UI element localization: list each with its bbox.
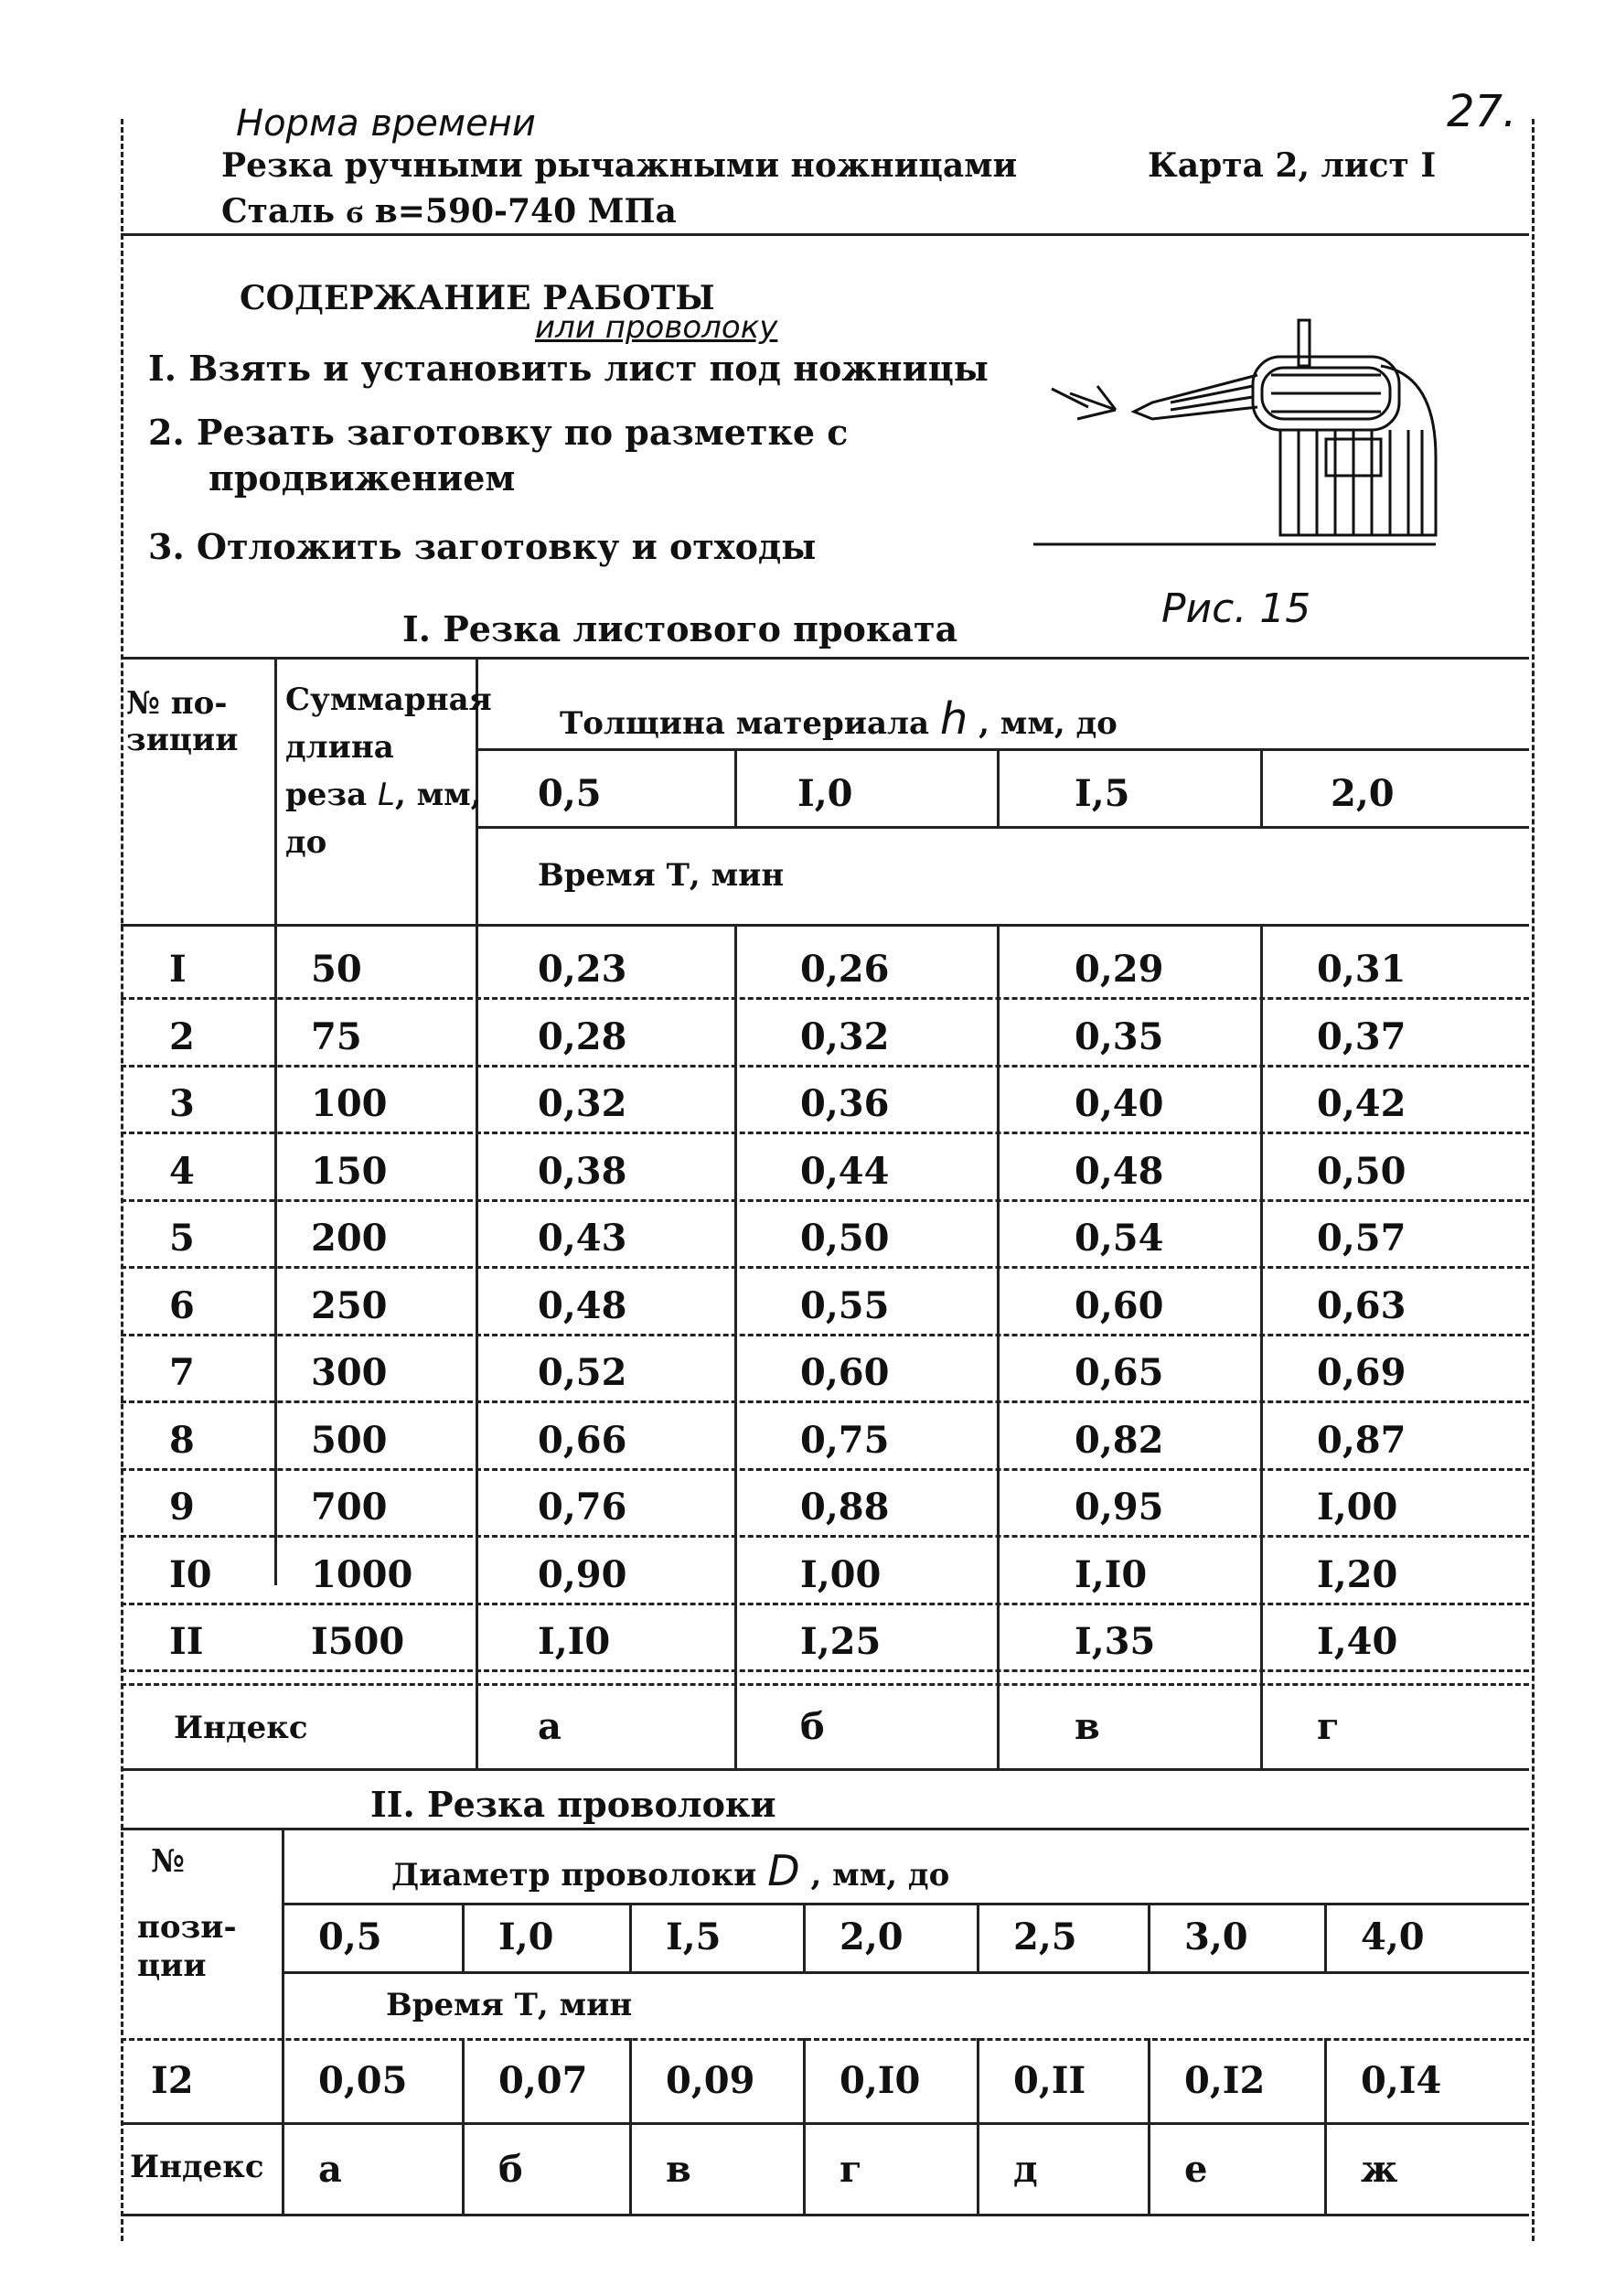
row-length: 700 (311, 1486, 388, 1529)
time-cell: 0,82 (1075, 1419, 1164, 1462)
time-cell: 0,40 (1075, 1082, 1164, 1125)
row-position: 6 (169, 1284, 195, 1327)
diameter-header: Диаметр проволоки D , мм, до (391, 1846, 950, 1895)
section2-title: II. Резка проволоки (370, 1784, 776, 1825)
row-length: 250 (311, 1284, 388, 1327)
s2-index-cell: ж (1361, 2148, 1398, 2191)
s2-index-label: Индекс (130, 2149, 264, 2185)
time-cell: 0,87 (1317, 1419, 1406, 1462)
lever-shears-icon (1033, 302, 1454, 558)
column-divider (977, 1903, 979, 1971)
time-cell: 0,60 (800, 1351, 890, 1394)
time-cell: I,35 (1075, 1620, 1156, 1663)
row-position: I (169, 948, 187, 991)
s2-time-cell: 0,09 (666, 2059, 755, 2102)
row-divider (121, 1400, 1529, 1403)
row-divider (121, 1065, 1529, 1068)
s2-index-cell: д (1013, 2148, 1038, 2191)
insert-note: или проволоку (535, 309, 778, 346)
row-position: 4 (169, 1150, 195, 1193)
s2-time-cell: 0,I4 (1361, 2059, 1442, 2102)
column-divider (462, 1903, 465, 1971)
s2-time-cell: 0,I2 (1184, 2059, 1266, 2102)
diameter-value: 0,5 (318, 1915, 382, 1958)
time-cell: I,I0 (538, 1620, 611, 1663)
time-cell: 0,38 (538, 1150, 627, 1193)
time-cell: 0,54 (1075, 1217, 1164, 1260)
row-length: 500 (311, 1419, 388, 1462)
time-cell: 0,43 (538, 1217, 627, 1260)
diameter-value: I,0 (498, 1915, 554, 1958)
s2-time-cell: 0,07 (498, 2059, 588, 2102)
time-cell: 0,66 (538, 1419, 627, 1462)
row-length: 75 (311, 1015, 362, 1058)
s2-col-pos-1: № (151, 1843, 185, 1880)
time-cell: 0,48 (538, 1284, 627, 1327)
column-divider (1148, 1903, 1150, 1971)
time-cell: 0,60 (1075, 1284, 1164, 1327)
s2-time-cell: 0,05 (318, 2059, 408, 2102)
time-cell: 0,76 (538, 1486, 627, 1529)
time-cell: 0,69 (1317, 1351, 1406, 1394)
s2-index-cell: г (840, 2148, 862, 2191)
index-b: б (800, 1705, 825, 1748)
row-length: 100 (311, 1082, 388, 1125)
index-a: а (538, 1705, 562, 1748)
time-cell: 0,31 (1317, 948, 1406, 991)
s2-time-label: Время Т, мин (386, 1987, 633, 2023)
time-cell: 0,32 (800, 1015, 890, 1058)
col-len-header-3: реза L, мм, (285, 777, 482, 813)
time-cell: I,25 (800, 1620, 882, 1663)
row-position: II (169, 1620, 204, 1663)
col-pos-header-1: № по- (126, 685, 228, 722)
time-cell: I,20 (1317, 1553, 1398, 1596)
row-position: I0 (169, 1553, 212, 1596)
column-divider (803, 1903, 806, 1971)
time-cell: 0,36 (800, 1082, 890, 1125)
section1-title: I. Резка листового проката (402, 608, 958, 649)
time-cell: 0,57 (1317, 1217, 1406, 1260)
time-cell: I,00 (1317, 1486, 1398, 1529)
time-cell: 0,50 (1317, 1150, 1406, 1193)
row-divider (121, 1603, 1529, 1605)
s2-col-pos-2: пози- (137, 1909, 237, 1946)
s2-time-cell: 0,II (1013, 2059, 1086, 2102)
time-cell: 0,37 (1317, 1015, 1406, 1058)
row-divider (121, 1266, 1529, 1269)
row-length: I500 (311, 1620, 405, 1663)
header-line-1: Резка ручными рычажными ножницами (221, 146, 1018, 185)
row-position: 3 (169, 1082, 195, 1125)
work-step-3: 3. Отложить заготовку и отходы (148, 526, 817, 567)
col-pos-header-2: зиции (126, 722, 239, 758)
row-position: 2 (169, 1015, 195, 1058)
col-len-header-2: длина (285, 729, 394, 766)
column-divider (462, 2038, 465, 2214)
thickness-0: 0,5 (538, 772, 602, 815)
col-len-header-1: Суммарная (285, 681, 492, 718)
time-cell: 0,44 (800, 1150, 890, 1193)
s2-index-cell: а (318, 2148, 342, 2191)
time-cell: 0,95 (1075, 1486, 1164, 1529)
thickness-3: 2,0 (1331, 772, 1395, 815)
s2-index-cell: б (498, 2148, 523, 2191)
column-divider (1324, 1903, 1327, 1971)
column-divider (803, 2038, 806, 2214)
time-cell: 0,88 (800, 1486, 890, 1529)
work-step-1: I. Взять и установить лист под ножницы (148, 348, 989, 389)
thickness-header: Толщина материала h , мм, до (560, 693, 1118, 745)
header-rule (121, 233, 1529, 236)
row-divider (121, 1535, 1529, 1538)
time-cell: 0,63 (1317, 1284, 1406, 1327)
thickness-2: I,5 (1075, 772, 1130, 815)
index-v: в (1075, 1705, 1100, 1748)
row-length: 50 (311, 948, 362, 991)
time-cell: 0,23 (538, 948, 627, 991)
index-label: Индекс (174, 1710, 308, 1746)
figure-label: Рис. 15 (1161, 585, 1311, 632)
diameter-value: I,5 (666, 1915, 722, 1958)
time-cell: I,40 (1317, 1620, 1398, 1663)
card-label: Карта 2, лист I (1148, 146, 1437, 185)
row-divider (121, 997, 1529, 1000)
time-cell: 0,35 (1075, 1015, 1164, 1058)
row-position: 9 (169, 1486, 195, 1529)
time-cell: 0,26 (800, 948, 890, 991)
diameter-value: 2,0 (840, 1915, 904, 1958)
s2-index-cell: е (1184, 2148, 1208, 2191)
diameter-value: 4,0 (1361, 1915, 1425, 1958)
s2-index-cell: в (666, 2148, 691, 2191)
time-cell: 0,75 (800, 1419, 890, 1462)
row-position: 7 (169, 1351, 195, 1394)
handwritten-title: Норма времени (236, 102, 536, 145)
page-number: 27. (1447, 86, 1517, 137)
column-divider (1324, 2038, 1327, 2214)
time-cell: 0,48 (1075, 1150, 1164, 1193)
row-divider (121, 1199, 1529, 1202)
index-g: г (1317, 1705, 1340, 1748)
column-divider (629, 1903, 632, 1971)
time-cell: 0,55 (800, 1284, 890, 1327)
row-divider (121, 1669, 1529, 1672)
time-cell: 0,52 (538, 1351, 627, 1394)
row-divider (121, 1334, 1529, 1336)
diameter-value: 2,5 (1013, 1915, 1077, 1958)
work-step-2-cont: продвижением (209, 457, 516, 499)
col-len-header-4: до (285, 824, 327, 861)
work-step-2: 2. Резать заготовку по разметке с (148, 412, 849, 453)
s2-time-cell: 0,I0 (840, 2059, 921, 2102)
row-position: 8 (169, 1419, 195, 1462)
s2-row-pos: I2 (151, 2059, 194, 2102)
column-divider (977, 2038, 979, 2214)
time-cell: 0,29 (1075, 948, 1164, 991)
column-divider (629, 2038, 632, 2214)
time-cell: 0,32 (538, 1082, 627, 1125)
row-length: 150 (311, 1150, 388, 1193)
row-length: 300 (311, 1351, 388, 1394)
time-cell: I,00 (800, 1553, 882, 1596)
row-length: 1000 (311, 1553, 413, 1596)
column-divider (1148, 2038, 1150, 2214)
time-cell: 0,90 (538, 1553, 627, 1596)
row-position: 5 (169, 1217, 195, 1260)
row-divider (121, 1132, 1529, 1134)
diameter-value: 3,0 (1184, 1915, 1248, 1958)
time-cell: 0,65 (1075, 1351, 1164, 1394)
s2-col-pos-3: ции (137, 1947, 207, 1984)
time-label: Время Т, мин (538, 857, 785, 894)
thickness-1: I,0 (797, 772, 853, 815)
time-cell: 0,42 (1317, 1082, 1406, 1125)
row-divider (121, 1468, 1529, 1471)
time-cell: I,I0 (1075, 1553, 1148, 1596)
work-title: СОДЕРЖАНИЕ РАБОТЫ (240, 279, 715, 317)
row-length: 200 (311, 1217, 388, 1260)
time-cell: 0,28 (538, 1015, 627, 1058)
time-cell: 0,50 (800, 1217, 890, 1260)
header-line-2: Сталь ϭ в=590-740 МПа (221, 192, 677, 231)
